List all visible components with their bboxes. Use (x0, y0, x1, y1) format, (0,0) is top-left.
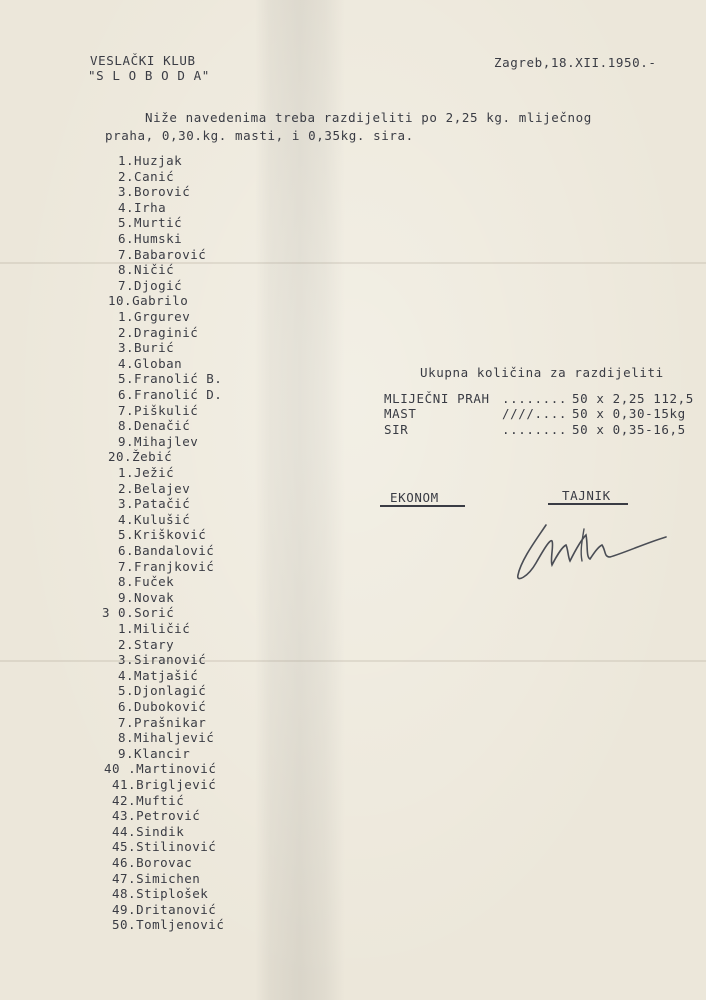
recipient-name: 6.Bandalović (118, 543, 215, 558)
recipient-name: 2.Draginić (118, 324, 199, 340)
recipient-name: 7.Djogić (118, 277, 183, 293)
recipient-name: 46.Borovac (112, 855, 193, 870)
intro-line-2: praha, 0,30.kg. masti, i 0,35kg. sira. (105, 128, 414, 143)
recipient-name: 41.Brigljević (112, 777, 217, 792)
recipient-name: 1.Huzjak (118, 153, 183, 168)
recipient-name: 4.Irha (118, 199, 167, 215)
recipient-name: 3.Patačić (118, 496, 191, 512)
recipient-name: 40 .Martinović (104, 761, 217, 777)
club-name: VESLAČKI KLUB (90, 53, 196, 68)
recipient-name: 6.Duboković (118, 699, 207, 714)
signature-line (380, 505, 465, 507)
recipient-name: 8.Ničić (118, 262, 175, 278)
recipient-name: 9.Mihajlev (118, 433, 199, 449)
recipient-name: 9.Novak (118, 589, 175, 605)
recipient-name: 2.Canić (118, 168, 175, 184)
totals-dots: ////.... (502, 406, 568, 421)
paper-fold (0, 262, 706, 264)
recipient-name: 44.Sindik (112, 823, 185, 839)
recipient-name: 1.Grgurev (118, 309, 191, 324)
recipient-name: 5.Krišković (118, 527, 207, 543)
recipient-name: 6.Franolić D. (118, 387, 223, 402)
recipient-name: 7.Piškulić (118, 402, 199, 418)
recipient-name: 5.Djonlagić (118, 683, 207, 699)
totals-dots: ........ (502, 422, 568, 437)
recipient-name: 3.Burić (118, 340, 175, 356)
totals-dots: ........ (502, 391, 568, 406)
recipient-name: 49.Dritanović (112, 901, 217, 917)
totals-item: SIR (384, 422, 409, 437)
recipient-name: 3.Siranović (118, 652, 207, 668)
intro-line-1: Niže navedenima treba razdijeliti po 2,25 kg. mliječnog (145, 110, 592, 125)
recipient-name: 1.Ježić (118, 465, 175, 480)
totals-calc: 50 x 0,30-15kg (572, 406, 686, 421)
recipient-name: 4.Globan (118, 355, 183, 371)
signature-label-tajnik: TAJNIK (562, 488, 611, 503)
recipient-name: 4.Matjašić (118, 667, 199, 683)
recipient-name: 2.Belajev (118, 480, 191, 496)
place-date: Zagreb,18.XII.1950.- (494, 55, 657, 70)
recipient-name: 20.Žebić (108, 449, 173, 465)
totals-calc: 50 x 2,25 112,5 (572, 391, 694, 406)
totals-heading: Ukupna količina za razdijeliti (420, 365, 664, 380)
handwritten-signature (506, 505, 676, 585)
recipient-name: 4.Kulušić (118, 511, 191, 527)
recipient-name: 7.Babarović (118, 246, 207, 262)
recipient-name: 47.Simichen (112, 870, 201, 886)
totals-item: MLIJEČNI PRAH (384, 391, 490, 406)
recipient-name: 3 0.Sorić (102, 605, 175, 621)
recipient-name: 6.Humski (118, 231, 183, 246)
club-name-spaced: "S L O B O D A" (88, 68, 210, 83)
recipient-name: 10.Gabrilo (108, 293, 189, 309)
recipient-name: 9.Klancir (118, 745, 191, 761)
recipient-name: 8.Denačić (118, 418, 191, 434)
recipient-name: 50.Tomljenović (112, 917, 225, 933)
recipient-name: 43.Petrović (112, 808, 201, 824)
recipient-name: 1.Miličić (118, 621, 191, 636)
recipient-name: 8.Mihaljević (118, 730, 215, 746)
totals-calc: 50 x 0,35-16,5 (572, 422, 686, 437)
recipient-name: 45.Stilinović (112, 839, 217, 855)
recipient-name: 7.Franjković (118, 558, 215, 574)
signature-label-ekonom: EKONOM (390, 490, 439, 505)
recipient-name: 3.Borović (118, 184, 191, 200)
paper-fold (0, 660, 706, 662)
recipient-name: 7.Prašnikar (118, 714, 207, 730)
recipient-name: 5.Murtić (118, 215, 183, 231)
recipient-name: 48.Stiplošek (112, 886, 209, 902)
recipient-name: 5.Franolić B. (118, 371, 223, 387)
recipient-name: 2.Stary (118, 636, 175, 652)
recipient-name: 42.Muftić (112, 792, 185, 808)
recipient-name: 8.Fuček (118, 574, 175, 590)
totals-item: MAST (384, 406, 417, 421)
